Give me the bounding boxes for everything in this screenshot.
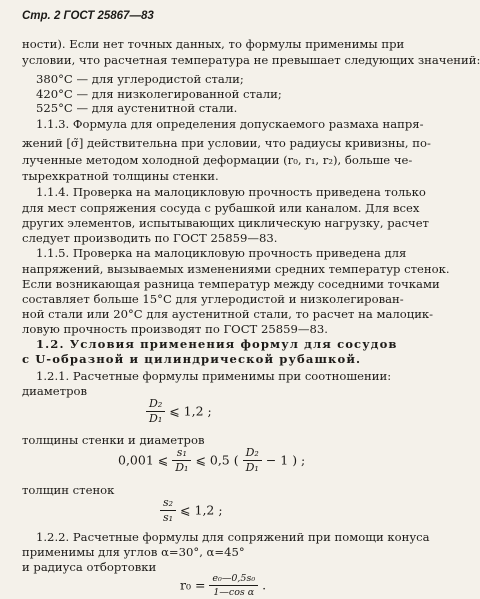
text-line: 1.1.5. Проверка на малоцикловую прочность приведена для	[36, 246, 407, 260]
formula-numerator: e₀—0,5s₀	[209, 573, 258, 586]
text-line: диаметров	[22, 384, 87, 398]
formula-lead: r₀ =	[180, 577, 206, 593]
text-line: напряжений, вызываемых изменениями средних температур стенок.	[22, 262, 450, 276]
text-line: для мест сопряжения сосуда с рубашкой или каналом. Для всех	[22, 201, 420, 215]
formula-denominator: D₁	[175, 461, 189, 474]
formula-middle: ⩽ 0,5 (	[195, 452, 239, 468]
text-line: составляет больше 15°С для углеродистой и низколегирован-	[22, 292, 404, 306]
formula-numerator: D₂	[243, 447, 262, 461]
text-line: 1.2.2. Расчетные формулы для сопряжений при помощи конуса	[36, 530, 430, 544]
text-line: 1.2.1. Расчетные формулы применимы при соотношении:	[36, 369, 392, 383]
list-item: 380°С — для углеродистой стали;	[36, 72, 244, 86]
formula-lead: 0,001 ⩽	[118, 452, 169, 468]
text-line: следует производить по ГОСТ 25859—83.	[22, 231, 278, 245]
formula-relation: ⩽ 1,2 ;	[169, 403, 212, 419]
formula-denominator: D₁	[245, 461, 259, 474]
formula-denominator: D₁	[149, 412, 163, 425]
formula-relation: ⩽ 1,2 ;	[180, 502, 223, 518]
text-line: лученные методом холодной деформации (r₀, r₁, r₂), больше че-	[22, 153, 413, 167]
text-line: тырехкратной толщины стенки.	[22, 169, 219, 183]
text-line: условии, что расчетная температура не превышает следующих значений:	[22, 53, 480, 67]
formula-denominator: s₁	[163, 511, 174, 524]
formula-diameter-ratio	[146, 398, 212, 425]
text-line: ловую прочность производят по ГОСТ 25859—83.	[22, 322, 328, 336]
formula-tail: − 1 ) ;	[265, 452, 306, 468]
list-item: 525°С — для аустенитной стали.	[36, 101, 238, 115]
text-line: других элементов, испытывающих циклическую нагрузку, расчет	[22, 216, 429, 230]
text-line: применимы для углов α=30°, α=45°	[22, 545, 245, 559]
formula-tail: .	[262, 577, 267, 593]
formula-numerator: D₂	[146, 398, 165, 412]
formula-denominator: 1—cos α	[213, 587, 255, 598]
text-line: толщины стенки и диаметров	[22, 433, 205, 447]
formula-numerator: s₂	[160, 497, 176, 511]
text-line: Если возникающая разница температур между соседними точками	[22, 277, 440, 291]
text-line: 1.1.4. Проверка на малоцикловую прочность приведена только	[36, 185, 426, 199]
text-line: 1.1.3. Формула для определения допускаемого размаха напря-	[36, 117, 424, 131]
text-line: и радиуса отбортовки	[22, 560, 157, 574]
text-line: толщин стенок	[22, 483, 115, 497]
formula-wall-ratio	[160, 497, 223, 524]
formula-wall-thickness	[118, 447, 305, 474]
section-heading: 1.2. Условия применения формул для сосудов	[36, 337, 398, 351]
page-header: Стр. 2 ГОСТ 25867—83	[22, 10, 154, 22]
text-line: жений [σ̃] действительна при условии, что радиусы кривизны, по-	[22, 136, 431, 150]
formula-numerator: s₁	[172, 447, 191, 461]
list-item: 420°С — для низколегированной стали;	[36, 87, 282, 101]
text-line: ности). Если нет точных данных, то формулы применимы при	[22, 37, 405, 51]
text-line: ной стали или 20°С для аустенитной стали, то расчет на малоцик-	[22, 307, 434, 321]
section-heading: с U-образной и цилиндрической рубашкой.	[22, 352, 362, 366]
formula-flange-radius	[180, 573, 266, 598]
